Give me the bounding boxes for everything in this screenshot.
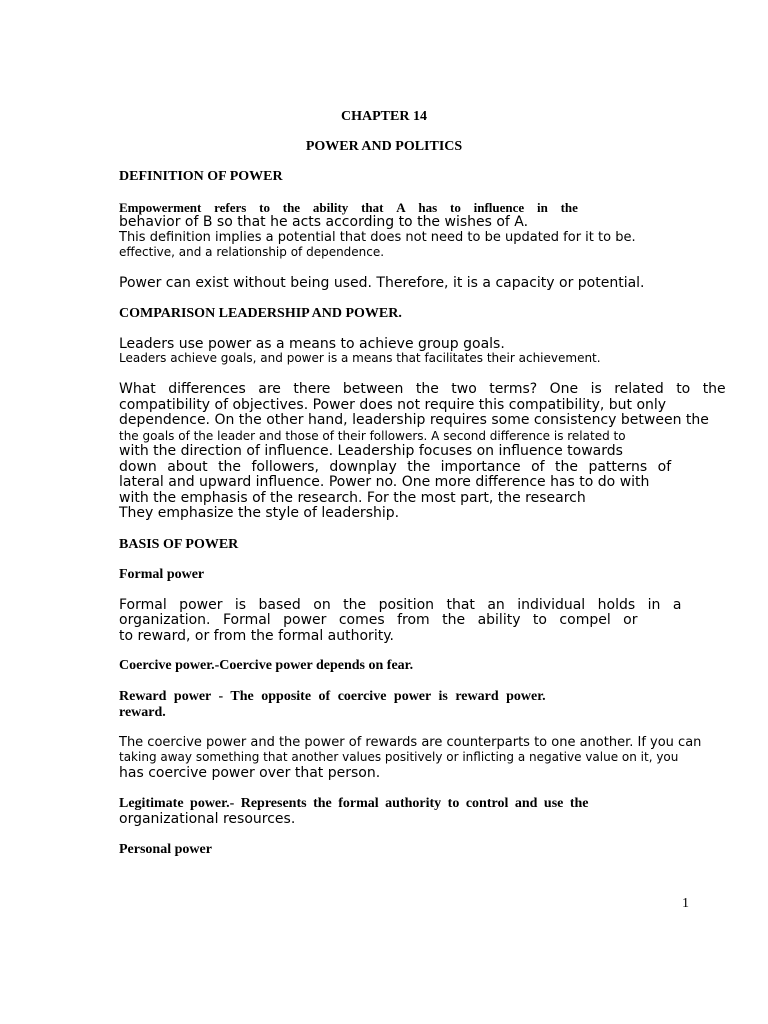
counterparts-line: The coercive power and the power of rewards are counterparts to one another. If you can xyxy=(119,735,702,750)
comparison-line-2: Leaders achieve goals, and power is a means that facilitates their achievement. xyxy=(119,351,601,365)
coercive-power: Coercive power.-Coercive power depends on fear. xyxy=(119,658,414,673)
comparison-para-line: with the emphasis of the research. For the most part, the research xyxy=(119,490,586,506)
comparison-line-1: Leaders use power as a means to achieve group goals. xyxy=(119,336,505,352)
definition-line-5: Power can exist without being used. Therefore, it is a capacity or potential. xyxy=(119,275,645,291)
personal-power-heading: Personal power xyxy=(119,842,212,857)
comparison-para-line: compatibility of objectives. Power does not require this compatibility, but only xyxy=(119,397,667,413)
comparison-para-line: They emphasize the style of leadership. xyxy=(119,505,400,521)
counterparts-line: taking away something that another values positively or inflicting a negative value on it, you xyxy=(119,750,679,764)
formal-para-line: organization. Formal power comes from the ability to compel or xyxy=(119,612,638,628)
definition-heading: DEFINITION OF POWER xyxy=(119,169,283,184)
comparison-para-line: lateral and upward influence. Power no. One more difference has to do with xyxy=(119,474,650,490)
definition-word: ability xyxy=(312,200,349,215)
comparison-para-line: the goals of the leader and those of their followers. A second difference is related to xyxy=(119,429,626,443)
comparison-para-line: dependence. On the other hand, leadership requires some consistency between the xyxy=(119,412,709,428)
definition-line-2: behavior of B so that he acts according to the wishes of A. xyxy=(119,214,529,230)
comparison-para-line: with the direction of influence. Leadership focuses on influence towards xyxy=(119,443,623,459)
definition-line-1 xyxy=(119,201,578,214)
definition-word: Empowerment xyxy=(119,200,202,215)
definition-word: the xyxy=(282,200,301,215)
comparison-para-line: down about the followers, downplay the importance of the patterns of xyxy=(119,459,672,475)
definition-word: to xyxy=(259,200,270,215)
comparison-heading: COMPARISON LEADERSHIP AND POWER. xyxy=(119,306,402,321)
definition-word: the xyxy=(560,200,578,215)
definition-word: has xyxy=(418,200,438,215)
definition-word: influence xyxy=(473,200,525,215)
chapter-subtitle: POWER AND POLITICS xyxy=(305,139,463,154)
formal-para-line: Formal power is based on the position that an individual holds in a xyxy=(119,597,682,613)
basis-heading: BASIS OF POWER xyxy=(119,537,239,552)
reward-power-line-2: reward. xyxy=(119,705,166,720)
definition-word: to xyxy=(449,200,461,215)
reward-power-line-1: Reward power - The opposite of coercive power is reward power. xyxy=(119,689,546,704)
definition-word: in xyxy=(536,200,548,215)
formal-para-line: to reward, or from the formal authority. xyxy=(119,628,394,644)
definition-word: refers xyxy=(214,200,247,215)
counterparts-line: has coercive power over that person. xyxy=(119,765,381,781)
definition-line-4: effective, and a relationship of dependence. xyxy=(119,245,385,259)
formal-power-heading: Formal power xyxy=(119,567,205,582)
comparison-para-line: What differences are there between the two terms? One is related to the xyxy=(119,381,726,397)
legitimate-power-line-1: Legitimate power.- Represents the formal authority to control and use the xyxy=(119,796,589,811)
definition-word: that xyxy=(361,200,384,215)
definition-word: A xyxy=(396,200,406,215)
page-number: 1 xyxy=(682,896,689,911)
legitimate-power-line-2: organizational resources. xyxy=(119,811,296,827)
chapter-title: CHAPTER 14 xyxy=(341,109,427,124)
definition-line-3: This definition implies a potential that does not need to be updated for it to be. xyxy=(119,230,636,245)
